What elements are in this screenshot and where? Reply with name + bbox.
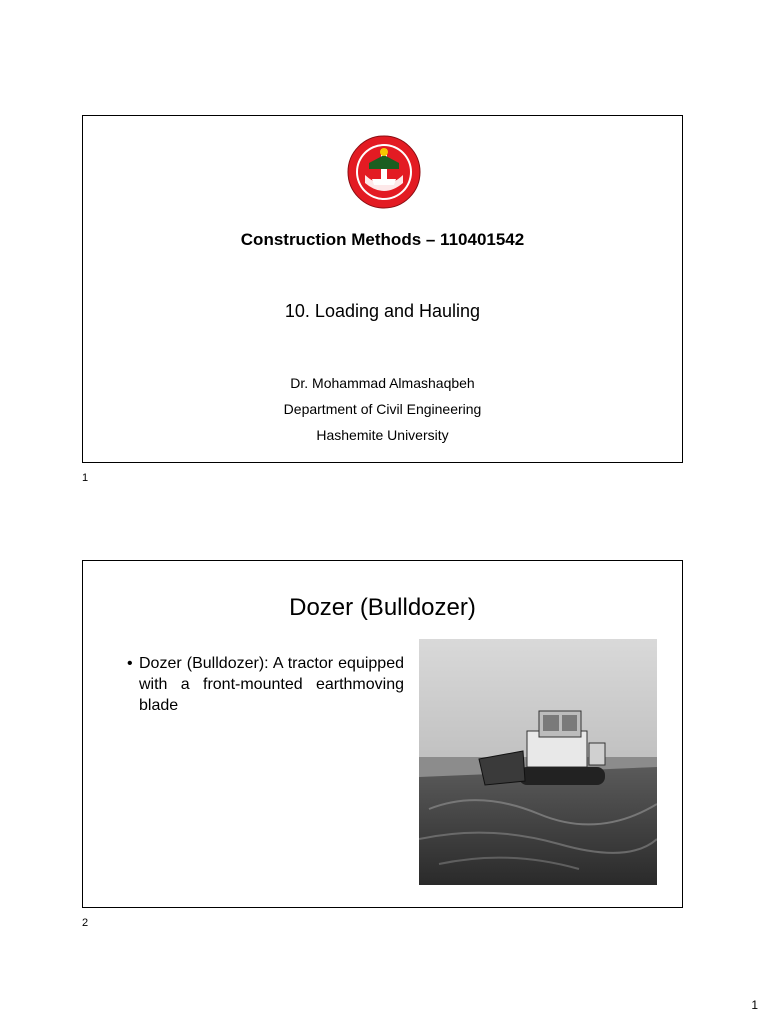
page-number: 1 xyxy=(751,998,758,1012)
course-title: Construction Methods – 110401542 xyxy=(240,230,525,249)
lecture-title: 10. Loading and Hauling xyxy=(284,301,481,321)
bullet-item xyxy=(127,653,404,716)
slide-number-2: 2 xyxy=(82,917,89,929)
bulldozer-photo xyxy=(419,639,657,885)
slide-title: Dozer (Bulldozer) xyxy=(289,594,476,621)
author-block xyxy=(83,370,682,448)
slide-1 xyxy=(82,115,683,463)
slide-number-1: 1 xyxy=(82,472,89,484)
department-name: Department of Civil Engineering xyxy=(283,401,482,417)
bullet-text: Dozer (Bulldozer): A tractor equipped with a front-mounted earthmoving blade xyxy=(139,655,404,714)
university-name: Hashemite University xyxy=(316,427,449,443)
slide-2 xyxy=(82,560,683,908)
author-name: Dr. Mohammad Almashaqbeh xyxy=(290,375,475,391)
bullet-icon: • xyxy=(127,655,133,672)
university-logo xyxy=(347,135,421,209)
